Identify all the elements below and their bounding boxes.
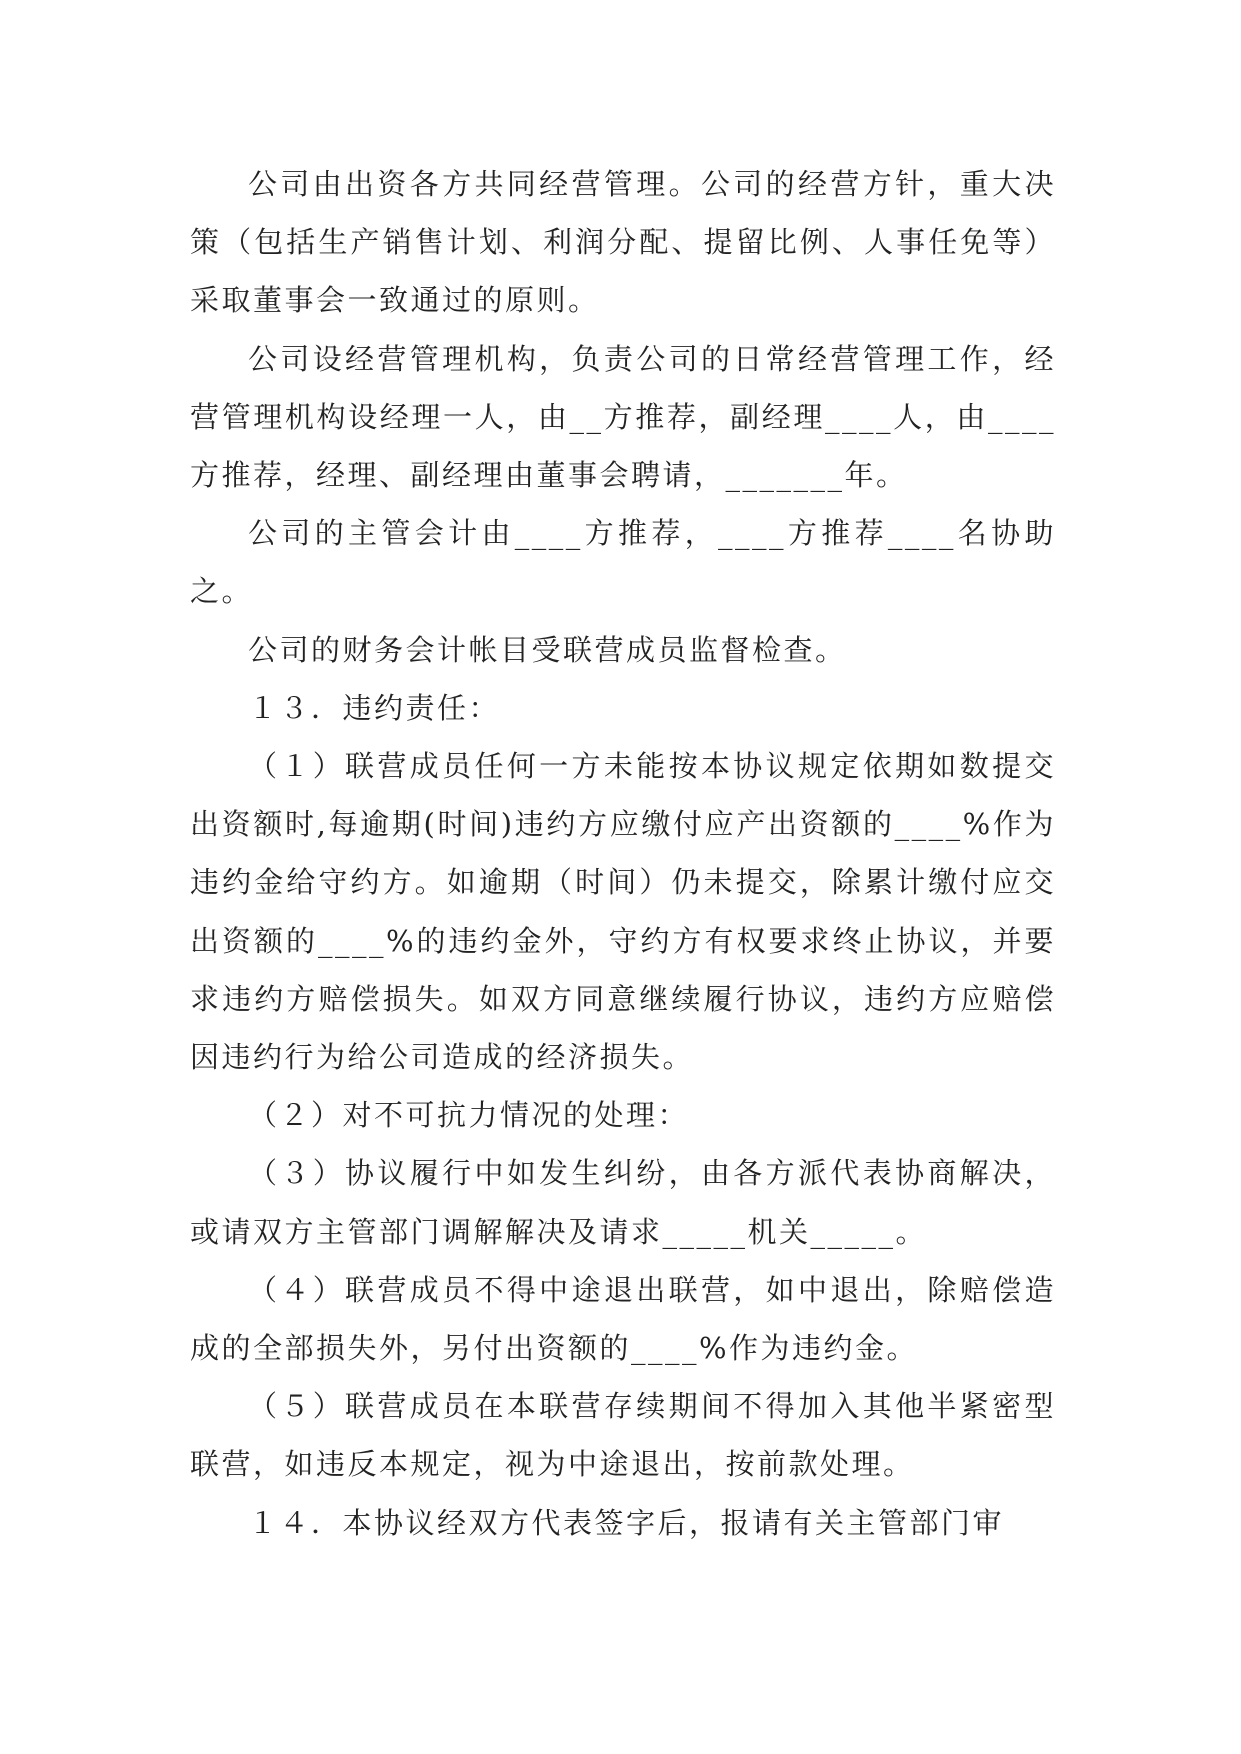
paragraph-audit: 公司的财务会计帐目受联营成员监督检查。 (248, 632, 847, 667)
section-heading-14: １４．本协议经双方代表签字后，报请有关主管部门审 (248, 1505, 1005, 1540)
section-heading-13: １３．违约责任： (248, 690, 501, 725)
clause-3: （３）协议履行中如发生纠纷，由各方派代表协商解决，或请双方主管部门调解解决及请求_____机关_____。 (190, 1156, 1056, 1249)
clause-4: （４）联营成员不得中途退出联营，如中退出，除赔偿造成的全部损失外，另付出资额的____%作为违约金。 (190, 1272, 1056, 1366)
paragraph-accountant: 公司的主管会计由____方推荐，____方推荐____名协助之。 (190, 516, 1056, 609)
clause-2: （２）对不可抗力情况的处理： (248, 1098, 690, 1133)
clause-1: （１）联营成员任何一方未能按本协议规定依期如数提交出资额时,每逾期(时间)违约方应缴付应产出资额的____%作为违约金给守约方。如逾期（时间）仍未提交，除累计缴付应交出资额的____%的违约金外，守约方有权要求终止协议，并要求违约方赔偿损失。如双方同意继续履行协议，违约方应赔偿因违约行为给公司造成的经济损失。 (190, 749, 1056, 1075)
paragraph-management: 公司由出资各方共同经营管理。公司的经营方针，重大决策（包括生产销售计划、利润分配、提留比例、人事任免等）采取董事会一致通过的原则。 (190, 167, 1056, 318)
document-body (190, 155, 1056, 1552)
paragraph-management-body: 公司设经营管理机构，负责公司的日常经营管理工作，经营管理机构设经理一人，由__方推荐，副经理____人，由____方推荐，经理、副经理由董事会聘请，_______年。 (190, 341, 1056, 493)
clause-5: （５）联营成员在本联营存续期间不得加入其他半紧密型联营，如违反本规定，视为中途退出，按前款处理。 (190, 1389, 1056, 1482)
